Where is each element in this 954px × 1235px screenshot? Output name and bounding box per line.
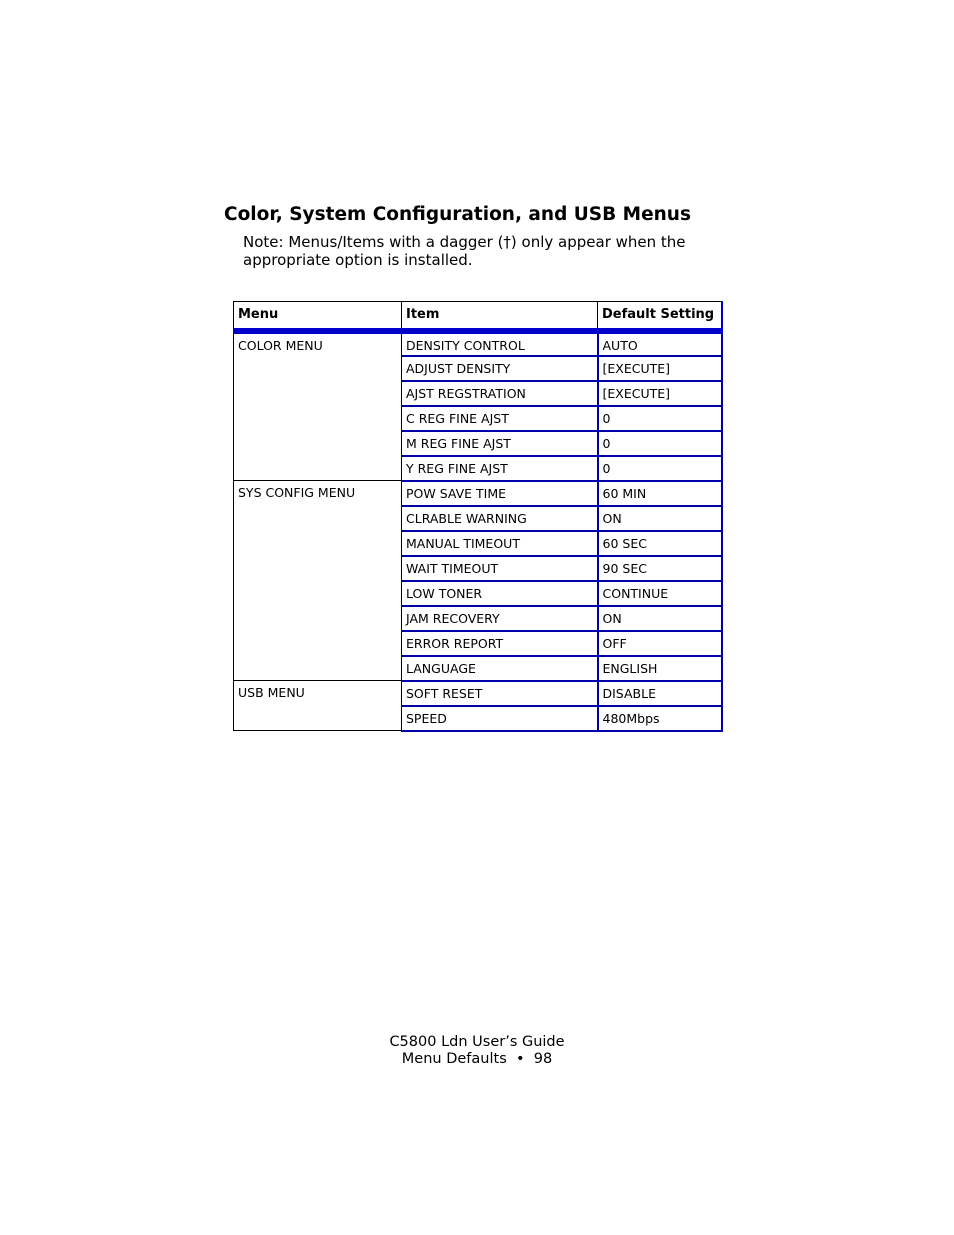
menu-name-cell: COLOR MENU (234, 331, 402, 481)
item-cell: Y REG FINE AJST (402, 456, 598, 481)
menu-name-cell: USB MENU (234, 681, 402, 731)
item-cell: C REG FINE AJST (402, 406, 598, 431)
item-cell: DENSITY CONTROL (402, 331, 598, 356)
default-setting-cell: [EXECUTE] (598, 356, 722, 381)
note-text: Note: Menus/Items with a dagger (†) only appear when the appropriate option is installed. (243, 233, 686, 269)
default-setting-cell: 0 (598, 431, 722, 456)
table-row (234, 481, 722, 506)
menu-defaults-table (233, 301, 723, 732)
item-cell: JAM RECOVERY (402, 606, 598, 631)
item-cell: ADJUST DENSITY (402, 356, 598, 381)
header-menu: Menu (234, 302, 402, 331)
default-setting-cell: ON (598, 506, 722, 531)
item-cell: LANGUAGE (402, 656, 598, 681)
header-default-setting: Default Setting (598, 302, 722, 331)
default-setting-cell: ENGLISH (598, 656, 722, 681)
menu-name-cell: SYS CONFIG MENU (234, 481, 402, 681)
default-setting-cell: ON (598, 606, 722, 631)
item-cell: ERROR REPORT (402, 631, 598, 656)
table-body (234, 331, 722, 731)
default-setting-cell: 90 SEC (598, 556, 722, 581)
item-cell: LOW TONER (402, 581, 598, 606)
default-setting-cell: 0 (598, 456, 722, 481)
item-cell: POW SAVE TIME (402, 481, 598, 506)
default-setting-cell: AUTO (598, 331, 722, 356)
table-header-row (234, 302, 722, 331)
table-row (234, 331, 722, 356)
item-cell: CLRABLE WARNING (402, 506, 598, 531)
item-cell: SOFT RESET (402, 681, 598, 706)
default-setting-cell: 480Mbps (598, 706, 722, 731)
footer-page-info: Menu Defaults • 98 (401, 1051, 553, 1067)
default-setting-cell: CONTINUE (598, 581, 722, 606)
default-setting-cell: 60 MIN (598, 481, 722, 506)
default-setting-cell: 0 (598, 406, 722, 431)
table-row (234, 681, 722, 706)
default-setting-cell: [EXECUTE] (598, 381, 722, 406)
default-setting-cell: OFF (598, 631, 722, 656)
footer-guide-title: C5800 Ldn User’s Guide (389, 1034, 565, 1050)
default-setting-cell: DISABLE (598, 681, 722, 706)
item-cell: WAIT TIMEOUT (402, 556, 598, 581)
item-cell: AJST REGSTRATION (402, 381, 598, 406)
page-title: Color, System Configuration, and USB Menus (224, 204, 691, 225)
default-setting-cell: 60 SEC (598, 531, 722, 556)
item-cell: MANUAL TIMEOUT (402, 531, 598, 556)
item-cell: SPEED (402, 706, 598, 731)
header-item: Item (402, 302, 598, 331)
item-cell: M REG FINE AJST (402, 431, 598, 456)
